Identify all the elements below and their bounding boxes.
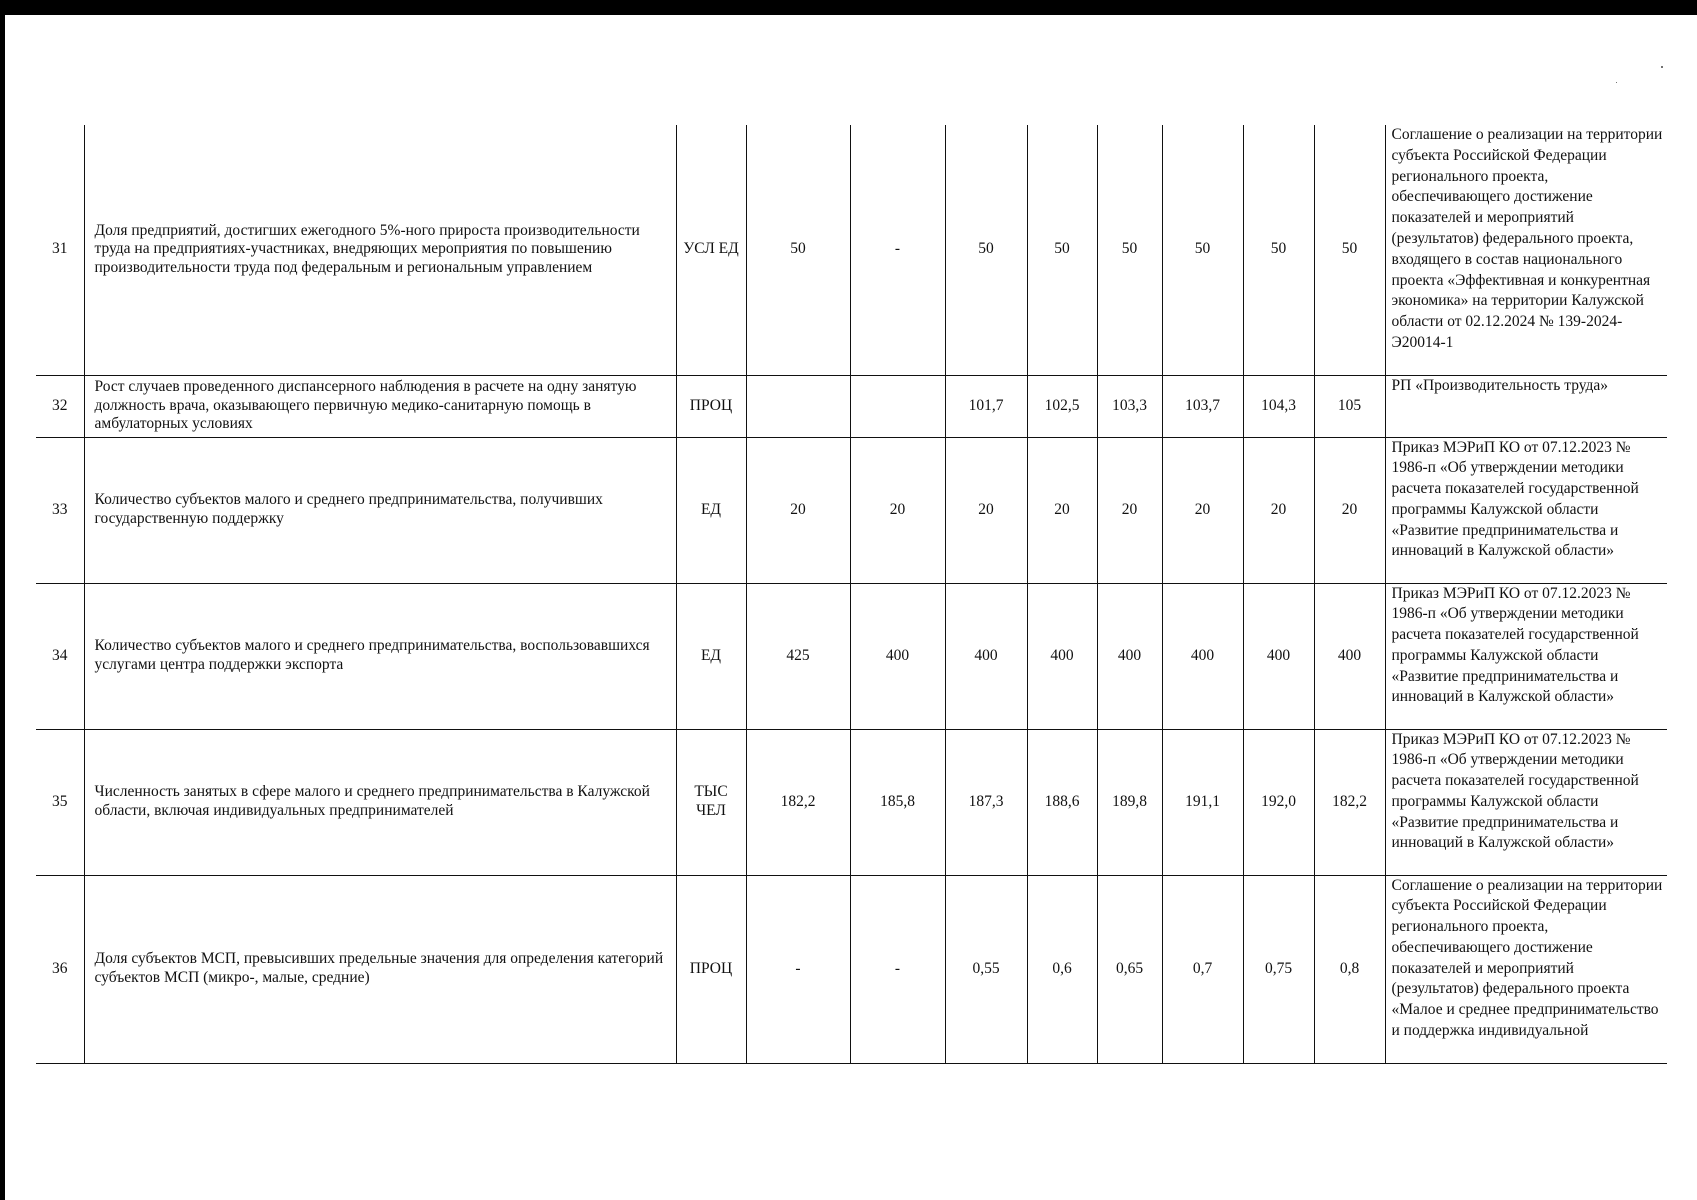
row-number: 32 <box>36 375 84 437</box>
indicators-table <box>36 125 1667 1064</box>
value-cell: 104,3 <box>1243 375 1314 437</box>
value-cell: 192,0 <box>1243 729 1314 875</box>
table-row <box>36 583 1667 729</box>
indicator-name: Количество субъектов малого и среднего предпринимательства, получивших государственную поддержку <box>84 437 676 583</box>
source-document-text: Приказ МЭРиП КО от 07.12.2023 № 1986-п «Об утверждении методики расчета показателей государственной программы Калужской области «Развитие предпринимательства и инноваций в Калужской области» <box>1391 438 1639 560</box>
source-document-cell <box>1385 583 1667 729</box>
value-cell: 50 <box>945 125 1027 375</box>
unit-cell: ПРОЦ <box>676 875 746 1063</box>
indicator-name: Доля предприятий, достигших ежегодного 5%-ного прироста производительности труда на предприятиях-участниках, внедряющих мероприятия по повышению производительности труда под федеральным и региональным управлением <box>84 125 676 375</box>
table-row <box>36 125 1667 375</box>
value-cell: 400 <box>1243 583 1314 729</box>
value-cell: 189,8 <box>1097 729 1162 875</box>
value-cell: 425 <box>746 583 850 729</box>
value-cell: 101,7 <box>945 375 1027 437</box>
value-cell: - <box>746 875 850 1063</box>
value-cell: 20 <box>1097 437 1162 583</box>
value-cell: 20 <box>1027 437 1097 583</box>
source-document-cell <box>1385 125 1667 375</box>
value-cell: - <box>850 875 945 1063</box>
value-cell: 20 <box>1162 437 1243 583</box>
source-document-cell <box>1385 875 1667 1063</box>
scan-speck <box>1661 66 1663 68</box>
source-document-text: РП «Производительность труда» <box>1391 376 1609 394</box>
unit-cell: ТЫС ЧЕЛ <box>676 729 746 875</box>
value-cell: - <box>850 125 945 375</box>
source-document-text: Приказ МЭРиП КО от 07.12.2023 № 1986-п «Об утверждении методики расчета показателей государственной программы Калужской области «Развитие предпринимательства и инноваций в Калужской области» <box>1391 730 1639 852</box>
scan-speck <box>1616 82 1617 83</box>
source-document-cell <box>1385 437 1667 583</box>
table-row <box>36 729 1667 875</box>
unit-cell: ЕД <box>676 583 746 729</box>
row-number: 33 <box>36 437 84 583</box>
value-cell: 185,8 <box>850 729 945 875</box>
value-cell: 20 <box>1243 437 1314 583</box>
indicator-name: Рост случаев проведенного диспансерного наблюдения в расчете на одну занятую должность врача, оказывающего первичную медико-санитарную помощь в амбулаторных условиях <box>84 375 676 437</box>
value-cell: 103,3 <box>1097 375 1162 437</box>
source-document-text: Соглашение о реализации на территории субъекта Российской Федерации регионального проекта, обеспечивающего достижение показателей и мероприятий (результатов) федерального проекта, входящего в состав национального проекта «Эффективная и конкурентная экономика» на территории Калужской области от 02.12.2024 № 139-2024-Э20014-1 <box>1391 126 1663 351</box>
indicator-name: Численность занятых в сфере малого и среднего предпринимательства в Калужской области, включая индивидуальных предпринимателей <box>84 729 676 875</box>
value-cell <box>850 375 945 437</box>
source-document-text: Соглашение о реализации на территории субъекта Российской Федерации регионального проекта, обеспечивающего достижение показателей и мероприятий (результатов) федерального проекта «Малое и среднее предпринимательство и поддержка индивидуальной <box>1391 876 1663 1040</box>
value-cell: 0,65 <box>1097 875 1162 1063</box>
value-cell: 20 <box>850 437 945 583</box>
value-cell: 50 <box>1097 125 1162 375</box>
unit-cell: УСЛ ЕД <box>676 125 746 375</box>
value-cell: 0,6 <box>1027 875 1097 1063</box>
value-cell: 20 <box>746 437 850 583</box>
unit-cell: ПРОЦ <box>676 375 746 437</box>
row-number: 35 <box>36 729 84 875</box>
row-number: 34 <box>36 583 84 729</box>
value-cell: 105 <box>1314 375 1385 437</box>
indicator-name: Доля субъектов МСП, превысивших предельные значения для определения категорий субъектов МСП (микро-, малые, средние) <box>84 875 676 1063</box>
value-cell: 20 <box>945 437 1027 583</box>
source-document-cell <box>1385 729 1667 875</box>
value-cell: 191,1 <box>1162 729 1243 875</box>
unit-cell: ЕД <box>676 437 746 583</box>
row-number: 31 <box>36 125 84 375</box>
scan-top-border <box>0 0 1697 15</box>
value-cell: 50 <box>746 125 850 375</box>
value-cell: 50 <box>1243 125 1314 375</box>
value-cell: 188,6 <box>1027 729 1097 875</box>
value-cell: 50 <box>1162 125 1243 375</box>
value-cell: 50 <box>1314 125 1385 375</box>
value-cell: 0,55 <box>945 875 1027 1063</box>
value-cell: 400 <box>1314 583 1385 729</box>
source-document-text: Приказ МЭРиП КО от 07.12.2023 № 1986-п «Об утверждении методики расчета показателей государственной программы Калужской области «Развитие предпринимательства и инноваций в Калужской области» <box>1391 584 1639 706</box>
value-cell: 400 <box>1027 583 1097 729</box>
value-cell: 182,2 <box>746 729 850 875</box>
indicator-name: Количество субъектов малого и среднего предпринимательства, воспользовавшихся услугами центра поддержки экспорта <box>84 583 676 729</box>
source-document-cell <box>1385 375 1667 437</box>
scan-left-border <box>0 15 5 1200</box>
value-cell: 187,3 <box>945 729 1027 875</box>
table-row <box>36 875 1667 1063</box>
value-cell: 20 <box>1314 437 1385 583</box>
value-cell: 400 <box>850 583 945 729</box>
value-cell <box>746 375 850 437</box>
value-cell: 400 <box>945 583 1027 729</box>
value-cell: 400 <box>1162 583 1243 729</box>
value-cell: 0,75 <box>1243 875 1314 1063</box>
value-cell: 103,7 <box>1162 375 1243 437</box>
value-cell: 0,7 <box>1162 875 1243 1063</box>
value-cell: 50 <box>1027 125 1097 375</box>
value-cell: 182,2 <box>1314 729 1385 875</box>
table-row <box>36 375 1667 437</box>
value-cell: 0,8 <box>1314 875 1385 1063</box>
value-cell: 102,5 <box>1027 375 1097 437</box>
table-row <box>36 437 1667 583</box>
row-number: 36 <box>36 875 84 1063</box>
value-cell: 400 <box>1097 583 1162 729</box>
